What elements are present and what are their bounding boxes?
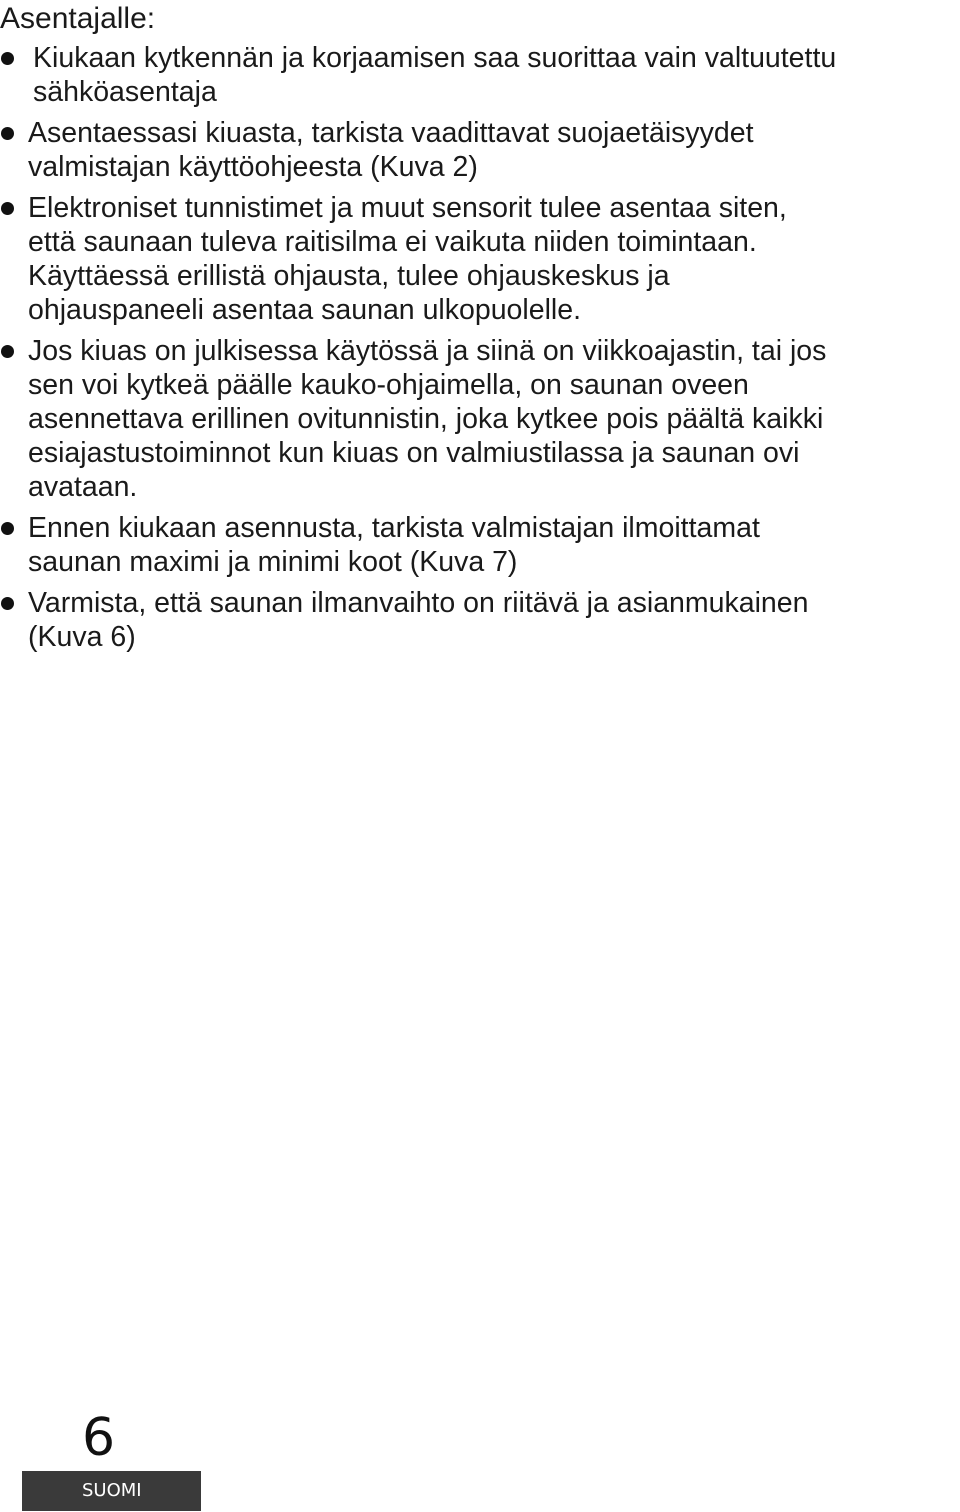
list-item-line: Kiukaan kytkennän ja korjaamisen saa suorittaa vain valtuutettu [33, 42, 837, 74]
list-item [0, 41, 958, 109]
page-number: 6 [82, 1408, 116, 1468]
list-item [0, 511, 958, 579]
list-item-line: Ennen kiukaan asennusta, tarkista valmistajan ilmoittamat [28, 512, 760, 544]
list-item-line: avataan. [28, 471, 138, 503]
list-item-line: Asentaessasi kiuasta, tarkista vaadittavat suojaetäisyydet [28, 117, 754, 149]
list-item-line: valmistajan käyttöohjeesta (Kuva 2) [28, 151, 478, 183]
list-item-line: että saunaan tuleva raitisilma ei vaikuta niiden toimintaan. [28, 226, 757, 258]
section-heading: Asentajalle: [0, 2, 156, 35]
list-item-line: ohjauspaneeli asentaa saunan ulkopuolelle. [28, 294, 582, 326]
list-item-line: asennettava erillinen ovitunnistin, joka kytkee pois päältä kaikki [28, 403, 824, 435]
list-item-line: Jos kiuas on julkisessa käytössä ja siinä on viikkoajastin, tai jos [28, 335, 827, 367]
installer-instructions-list [0, 41, 958, 661]
list-item [0, 586, 958, 654]
list-item-line: sen voi kytkeä päälle kauko-ohjaimella, on saunan oveen [28, 369, 749, 401]
language-tab [22, 1471, 201, 1511]
list-item [0, 191, 958, 327]
list-item-line: saunan maximi ja minimi koot (Kuva 7) [28, 546, 518, 578]
bullet-icon [1, 522, 14, 535]
list-item-line: esiajastustoiminnot kun kiuas on valmiustilassa ja saunan ovi [28, 437, 800, 469]
list-item-line: Varmista, että saunan ilmanvaihto on riitävä ja asianmukainen [28, 587, 809, 619]
list-item-line: Käyttäessä erillistä ohjausta, tulee ohjauskeskus ja [28, 260, 670, 292]
list-item-line: Elektroniset tunnistimet ja muut sensorit tulee asentaa siten, [28, 192, 787, 224]
bullet-icon [1, 597, 14, 610]
bullet-icon [1, 127, 14, 140]
bullet-icon [1, 52, 14, 65]
list-item-line: (Kuva 6) [28, 621, 136, 653]
list-item-line: sähköasentaja [33, 76, 217, 108]
list-item [0, 116, 958, 184]
language-label: SUOMI [82, 1480, 142, 1501]
bullet-icon [1, 345, 14, 358]
bullet-icon [1, 202, 14, 215]
list-item [0, 334, 958, 504]
